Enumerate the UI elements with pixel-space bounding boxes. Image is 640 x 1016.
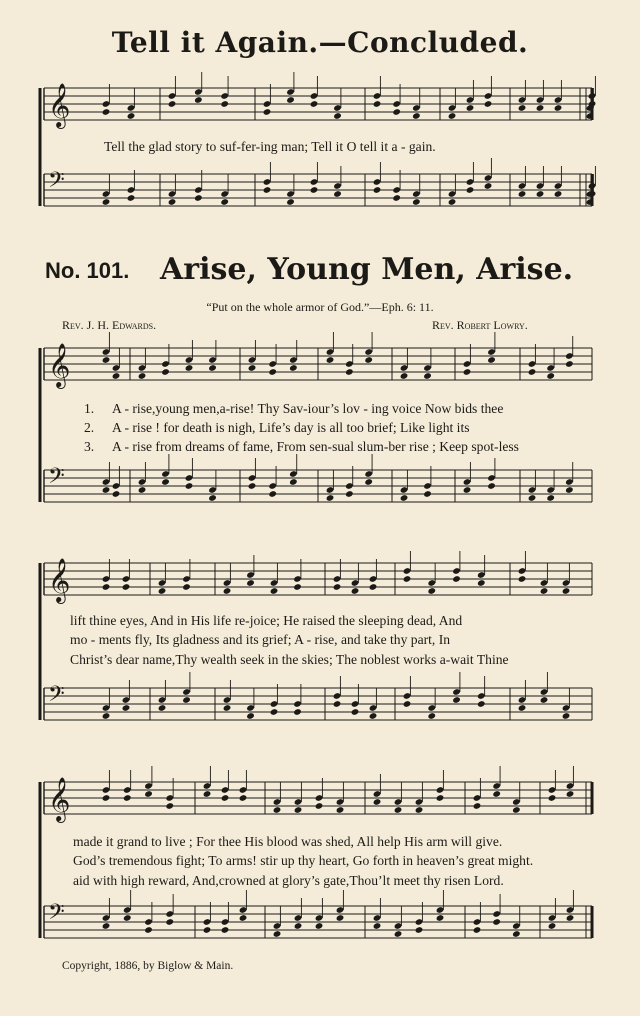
verse-text: aid with high reward, And,crowned at glory’s gate,Thou’lt meet thy risen Lord. — [73, 873, 504, 888]
hymn-number: No. 101. — [45, 258, 130, 283]
note-head — [345, 368, 354, 376]
note-head — [144, 926, 153, 934]
concluded-lyric-line: Tell the glad story to suf-fer-ing man; Tell it O tell it a - gain. — [104, 139, 436, 154]
note-head — [185, 364, 194, 372]
note-head — [144, 790, 153, 798]
hymn-title: Arise, Young Men, Arise. — [160, 252, 574, 287]
note-head — [223, 587, 232, 595]
note-head — [536, 104, 545, 112]
note-head — [373, 922, 382, 930]
note-head — [512, 806, 521, 814]
note-head — [548, 794, 557, 802]
note-head — [452, 696, 461, 704]
note-head — [168, 100, 177, 108]
note-head — [220, 100, 229, 108]
note-head — [373, 100, 382, 108]
note-head — [208, 494, 217, 502]
note-head — [123, 914, 132, 922]
note-head — [415, 806, 424, 814]
composer-credit: Rev. Robert Lowry. — [432, 318, 528, 332]
note-head — [102, 922, 111, 930]
note-head — [263, 108, 272, 116]
note-head — [477, 700, 486, 708]
note-head — [373, 798, 382, 806]
note-head — [102, 712, 111, 720]
note-head — [351, 587, 360, 595]
note-head — [333, 190, 342, 198]
note-head — [293, 583, 302, 591]
note-head — [412, 112, 421, 120]
note-head — [248, 364, 257, 372]
note-head — [540, 587, 549, 595]
verse-text: God’s tremendous fight; To arms! stir up thy heart, Go forth in heaven’s great might. — [73, 853, 534, 868]
note-head — [112, 372, 121, 380]
note-head — [554, 104, 563, 112]
note-head — [208, 364, 217, 372]
note-head — [294, 806, 303, 814]
lyricist-credit: Rev. J. H. Edwards. — [62, 318, 157, 332]
note-head — [403, 700, 412, 708]
treble-clef: 𝄞 — [48, 343, 71, 387]
bass-clef: 𝄢 — [48, 168, 65, 198]
note-head — [182, 583, 191, 591]
note-head — [203, 790, 212, 798]
note-head — [246, 712, 255, 720]
note-head — [546, 372, 555, 380]
note-head — [123, 794, 132, 802]
note-head — [484, 100, 493, 108]
note-head — [477, 579, 486, 587]
note-head — [294, 922, 303, 930]
note-head — [463, 368, 472, 376]
note-head — [310, 186, 319, 194]
note-head — [562, 712, 571, 720]
note-head — [466, 186, 475, 194]
note-head — [102, 583, 111, 591]
note-head — [436, 794, 445, 802]
note-head — [182, 696, 191, 704]
note-head — [273, 930, 282, 938]
note-head — [484, 182, 493, 190]
note-head — [566, 914, 575, 922]
note-head — [528, 494, 537, 502]
treble-clef: 𝄞 — [48, 83, 71, 127]
note-head — [286, 198, 295, 206]
note-head — [268, 368, 277, 376]
note-head — [122, 583, 131, 591]
note-head — [554, 190, 563, 198]
note-head — [315, 922, 324, 930]
note-head — [293, 708, 302, 716]
note-head — [286, 96, 295, 104]
note-head — [122, 704, 131, 712]
note-head — [392, 108, 401, 116]
note-head — [102, 198, 111, 206]
note-head — [336, 914, 345, 922]
note-head — [138, 372, 147, 380]
note-head — [127, 112, 136, 120]
note-head — [473, 802, 482, 810]
note-head — [412, 198, 421, 206]
note-head — [565, 360, 574, 368]
note-head — [394, 930, 403, 938]
bass-clef: 𝄢 — [48, 682, 65, 712]
note-head — [102, 794, 111, 802]
note-head — [546, 494, 555, 502]
note-head — [565, 486, 574, 494]
note-head — [518, 190, 527, 198]
note-head — [246, 579, 255, 587]
note-head — [270, 708, 279, 716]
note-head — [400, 372, 409, 380]
note-head — [369, 712, 378, 720]
note-head — [102, 486, 111, 494]
note-head — [239, 794, 248, 802]
note-head — [289, 478, 298, 486]
note-head — [112, 490, 121, 498]
note-head — [220, 198, 229, 206]
note-head — [540, 696, 549, 704]
treble-clef: 𝄞 — [48, 777, 71, 821]
note-head — [528, 368, 537, 376]
verse-text: lift thine eyes, And in His life re-joice; He raised the sleeping dead, And — [70, 613, 463, 628]
note-head — [492, 918, 501, 926]
note-head — [566, 790, 575, 798]
note-head — [333, 112, 342, 120]
treble-clef: 𝄞 — [48, 558, 71, 602]
scripture-epigraph: “Put on the whole armor of God.”—Eph. 6: 11. — [206, 300, 434, 314]
note-head — [268, 490, 277, 498]
note-head — [427, 587, 436, 595]
note-head — [333, 700, 342, 708]
verse-text: A - rise,young men,a-rise! Thy Sav-iour’s lov - ing voice Now bids thee — [112, 401, 504, 416]
concluded-title: Tell it Again.—Concluded. — [111, 26, 529, 59]
note-head — [248, 482, 257, 490]
note-head — [492, 790, 501, 798]
note-head — [518, 104, 527, 112]
note-head — [423, 490, 432, 498]
note-head — [373, 186, 382, 194]
note-head — [364, 356, 373, 364]
note-head — [315, 802, 324, 810]
note-head — [273, 806, 282, 814]
note-head — [369, 583, 378, 591]
verse-text: A - rise ! for death is nigh, Life’s day is all too brief; Like light its — [112, 420, 470, 435]
note-head — [473, 926, 482, 934]
note-head — [487, 482, 496, 490]
note-head — [194, 194, 203, 202]
copyright-notice: Copyright, 1886, by Biglow & Main. — [62, 960, 234, 972]
note-head — [336, 806, 345, 814]
note-head — [310, 100, 319, 108]
note-head — [223, 704, 232, 712]
note-head — [221, 926, 230, 934]
note-head — [263, 186, 272, 194]
note-head — [448, 112, 457, 120]
note-head — [403, 575, 412, 583]
note-head — [427, 712, 436, 720]
note-head — [400, 494, 409, 502]
note-head — [158, 587, 167, 595]
verse-text: made it grand to live ; For thee His blood was shed, All help His arm will give. — [73, 834, 503, 849]
note-head — [165, 802, 174, 810]
note-head — [512, 930, 521, 938]
note-head — [326, 494, 335, 502]
note-head — [518, 575, 527, 583]
note-head — [194, 96, 203, 104]
note-head — [463, 486, 472, 494]
note-head — [185, 482, 194, 490]
note-head — [203, 926, 212, 934]
verse-text: mo - ments fly, Its gladness and its grief; A - rise, and take thy part, In — [70, 632, 451, 647]
note-head — [221, 794, 230, 802]
note-head — [562, 587, 571, 595]
verse-text: Christ’s dear name,Thy wealth seek in the skies; The noblest works a-wait Thine — [70, 652, 509, 667]
note-head — [448, 198, 457, 206]
note-head — [452, 575, 461, 583]
verse-number: 1. — [84, 401, 95, 416]
note-head — [415, 926, 424, 934]
note-head — [351, 708, 360, 716]
note-head — [345, 490, 354, 498]
note-head — [102, 108, 111, 116]
note-head — [161, 478, 170, 486]
note-head — [518, 704, 527, 712]
note-head — [270, 587, 279, 595]
note-head — [436, 914, 445, 922]
note-head — [165, 918, 174, 926]
note-head — [102, 356, 111, 364]
note-head — [423, 372, 432, 380]
note-head — [333, 583, 342, 591]
note-head — [487, 356, 496, 364]
note-head — [127, 194, 136, 202]
note-head — [536, 190, 545, 198]
note-head — [394, 806, 403, 814]
note-head — [138, 486, 147, 494]
note-head — [364, 478, 373, 486]
note-head — [239, 914, 248, 922]
note-head — [326, 356, 335, 364]
note-head — [161, 368, 170, 376]
verse-number: 3. — [84, 439, 95, 454]
bass-clef: 𝄢 — [48, 900, 65, 930]
verse-number: 2. — [84, 420, 95, 435]
bass-clef: 𝄢 — [48, 464, 65, 494]
note-head — [466, 104, 475, 112]
note-head — [392, 194, 401, 202]
note-head — [289, 364, 298, 372]
note-head — [158, 704, 167, 712]
note-head — [548, 922, 557, 930]
verse-text: A - rise from dreams of fame, From sen-sual slum-ber rise ; Keep spot-less — [112, 439, 519, 454]
note-head — [168, 198, 177, 206]
